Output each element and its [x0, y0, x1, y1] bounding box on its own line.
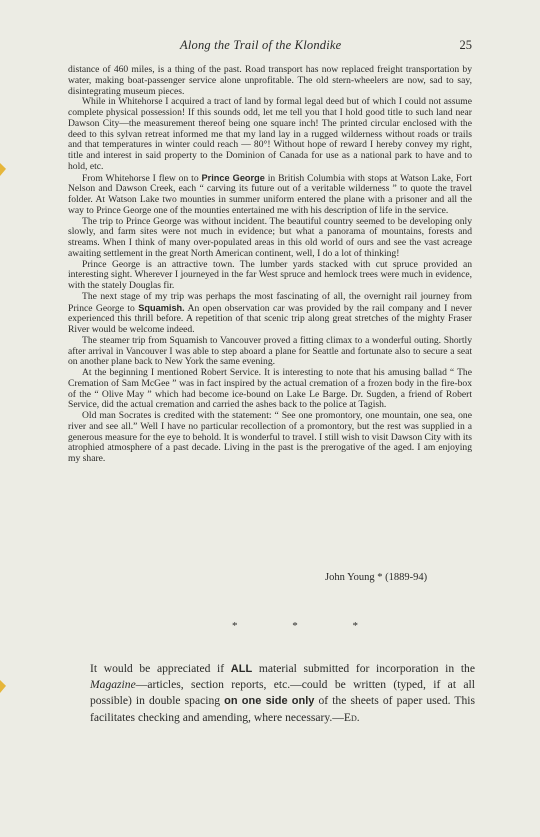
editorial-notice: It would be appreciated if ALL material submitted for incorporation in the Magazine—articles, section reports, etc.—could be written (typed, if at all possible) in double spacing on one side only of the sheets of paper used. This facilitates checking and amending, where necessary.—Ed. [90, 662, 475, 724]
paragraph: From Whitehorse I flew on to Prince George in British Columbia with stops at Watson Lake, Fort Nelson and Dawson Creek, each “ carving its future out of a veritable wilderness ” to quote the travel folder. At Watson Lake two mounties in summer uniform entered the plane with a prisoner and all the way to Prince George one of the mounties entertained me with his description of life in the service. [68, 172, 472, 216]
section-separator: * * * [232, 620, 384, 632]
author-signature: John Young * (1889-94) [325, 572, 428, 583]
paragraph: Prince George is an attractive town. The lumber yards stacked with cut spruce provided an interesting sight. Wherever I journeyed in the far West spruce and hemlock trees were much in evidence, with the stately Douglas fir. [68, 258, 472, 291]
place-name-prince-george: Prince George [201, 172, 265, 183]
margin-flag-icon [0, 680, 6, 693]
article-body [68, 65, 472, 465]
paragraph: The steamer trip from Squamish to Vancouver proved a fitting climax to a wonderful outing. Shortly after arrival in Vancouver I was able to step aboard a plane for Seattle and fortunate also to secure a seat on another plane back to New York the same evening. [68, 334, 472, 368]
running-title: Along the Trail of the Klondike [180, 38, 342, 52]
paragraph: distance of 460 miles, is a thing of the past. Road transport has now replaced freight transportation by water, making boat-passenger service alone unprofitable. The old stern-wheelers are now, sad to say, disintegrating museum pieces. [68, 64, 472, 97]
paragraph: Old man Socrates is credited with the statement: “ See one promontory, one mountain, one sea, one river and see all.” Well I have no particular recollection of a promontory, but the rest was supplied in a generous measure for the eye to behold. It is wonderful to travel. I still wish to visit Dawson City with its atrophied atmosphere of a past decade. Living in the past is the prerogative of the aged. I am enjoying my share. [68, 410, 472, 464]
place-name-squamish: Squamish. [138, 302, 185, 313]
paragraph: While in Whitehorse I acquired a tract of land by formal legal deed but of which I could not assume complete physical possession! If this sounds odd, let me tell you that I hold good title to such land near Dawson City—the measurement thereof being one square inch! The printed circular enclosed with the deed to this sylvan retreat informed me that my land lay in a rugged wilderness without roads or trails and that temperatures in winter could reach — 80°! Without hope of reward I hereby convey my right, title and interest in said property to the Dominion of Canada for use as a national park to have and to hold, etc. [68, 96, 472, 172]
running-header [68, 38, 472, 54]
paragraph: The next stage of my trip was perhaps the most fascinating of all, the overnight rail journey from Prince George to Squamish. An open observation car was provided by the rail company and I never experienced this thrill before. A repetition of that scenic trip along great stretches of the mighty Fraser River would be welcome indeed. [68, 290, 472, 335]
paragraph: The trip to Prince George was without incident. The beautiful country seemed to be developing only slowly, and farm sites were not much in evidence; but what a panorama of mountains, forests and streams. When I think of many over-populated areas in this old world of ours and see the vast acreage awaiting settlement in the great North American continent, well, I do a lot of thinking! [68, 215, 472, 259]
editor-signature: Ed. [343, 710, 360, 724]
paragraph: At the beginning I mentioned Robert Service. It is interesting to note that his amusing ballad “ The Cremation of Sam McGee ” was in fact inspired by the actual cremation of a frozen body in the fire-box of the “ Olive May ” which had become ice-bound on Lake Le Barge. Dr. Sugden, a friend of Robert Service, did the actual cremation and carried the ashes back to the police at Tagish. [68, 367, 472, 411]
margin-flag-icon [0, 163, 6, 176]
page-number: 25 [459, 38, 472, 52]
